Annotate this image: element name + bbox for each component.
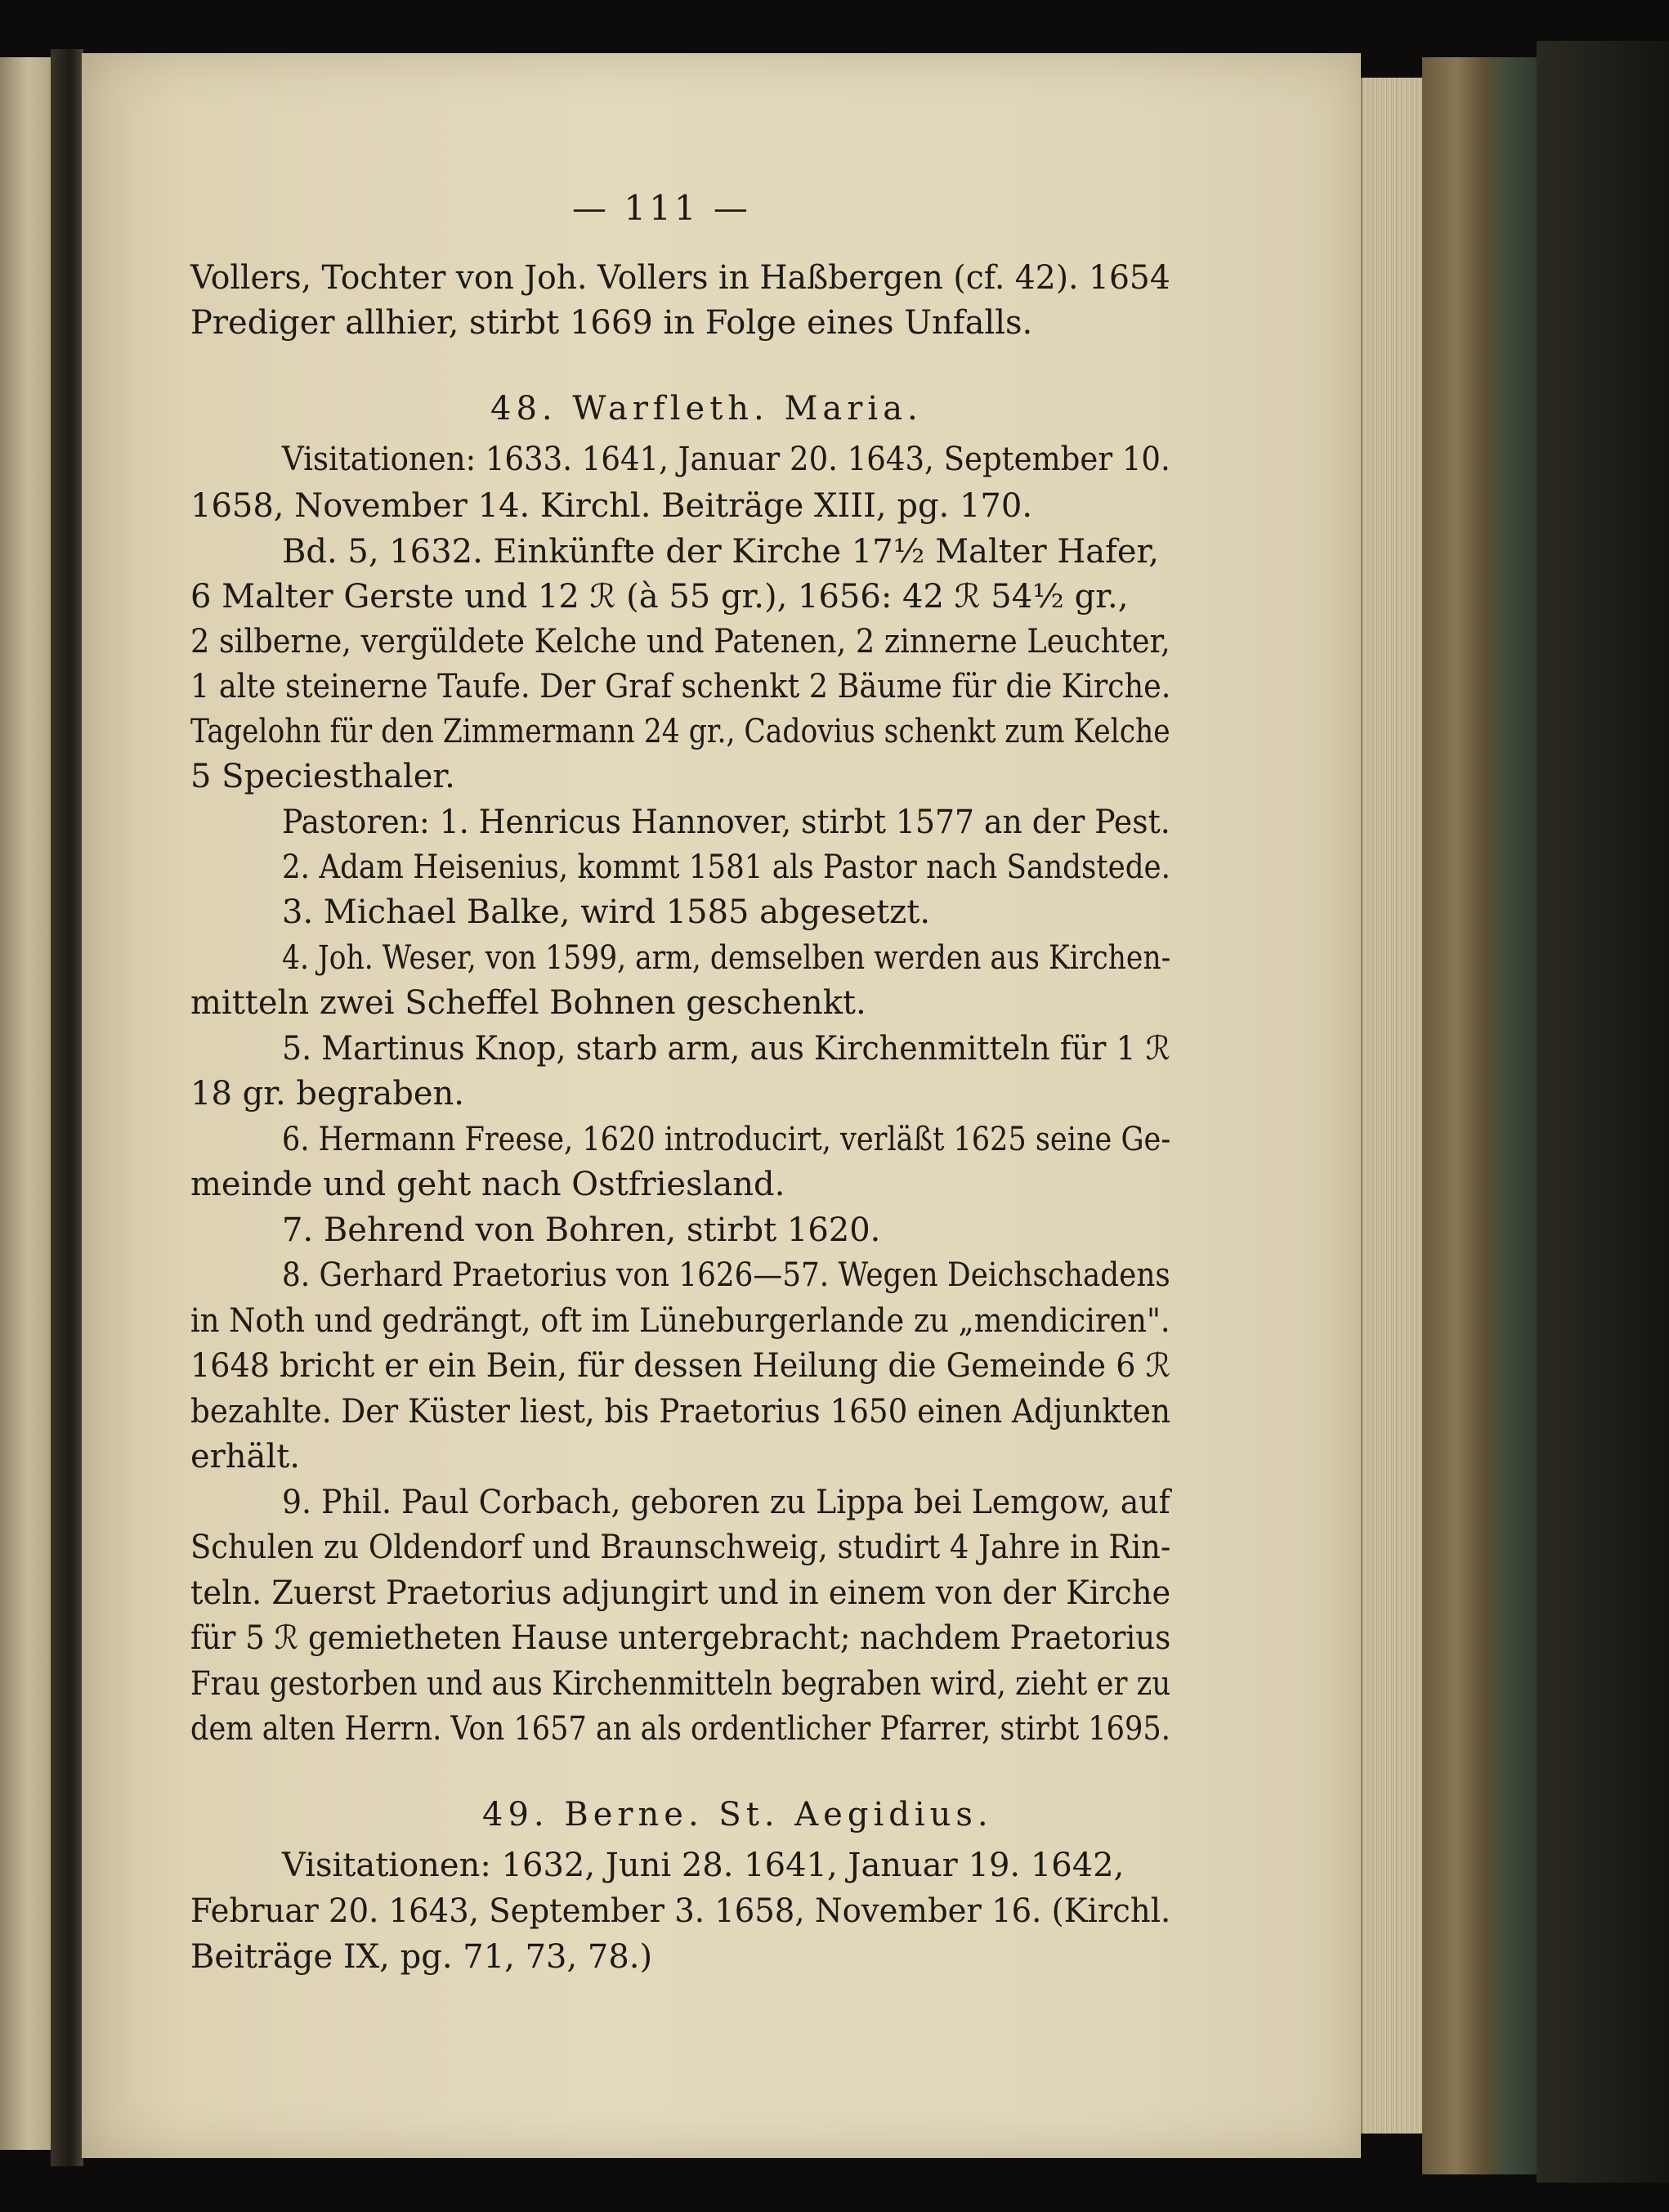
book-cover (1422, 57, 1537, 2174)
text-line: 2 silberne, vergüldete Kelche und Patenen, 2 zinnerne Leuchter, (190, 623, 1170, 660)
text-line: mitteln zwei Scheffel Bohnen geschenkt. (190, 984, 866, 1022)
text-line: Tagelohn für den Zimmermann 24 gr., Cadovius schenkt zum Kelche (190, 713, 1170, 750)
text-line: Frau gestorben und aus Kirchenmitteln begraben wird, zieht er zu (190, 1665, 1171, 1703)
text-line: Februar 20. 1643, September 3. 1658, November 16. (Kirchl. (190, 1892, 1171, 1930)
text-line: 8. Gerhard Praetorius von 1626—57. Wegen Deichschadens (282, 1256, 1170, 1294)
text-line: 5 Speciesthaler. (190, 758, 455, 795)
text-line: 6 Malter Gerste und 12 ℛ (à 55 gr.), 1656: 42 ℛ 54½ gr., (190, 578, 1129, 616)
text-line: 9. Phil. Paul Corbach, geboren zu Lippa bei Lemgow, auf (282, 1484, 1170, 1521)
text-line: dem alten Herrn. Von 1657 an als ordentlicher Pfarrer, stirbt 1695. (190, 1710, 1170, 1748)
text-line: 1658, November 14. Kirchl. Beiträge XIII, pg. 170. (190, 487, 1033, 525)
text-line: in Noth und gedrängt, oft im Lüneburgerlande zu „mendiciren". (190, 1302, 1170, 1340)
text-line: Visitationen: 1633. 1641, Januar 20. 1643, September 10. (282, 441, 1170, 478)
cover-edge (1537, 41, 1669, 2183)
page-edges (1361, 78, 1424, 2134)
text-line: bezahlte. Der Küster liest, bis Praetorius 1650 einen Adjunkten (190, 1393, 1170, 1431)
text-line: 6. Hermann Freese, 1620 introducirt, verläßt 1625 seine Ge- (282, 1121, 1171, 1158)
text-line: erhält. (190, 1438, 300, 1475)
text-line: Beiträge IX, pg. 71, 73, 78.) (190, 1938, 653, 1976)
facing-page-edge (0, 57, 52, 2150)
text-line: 3. Michael Balke, wird 1585 abgesetzt. (282, 893, 931, 931)
section-heading: 48. Warfleth. Maria. (490, 390, 923, 428)
text-line: Schulen zu Oldendorf und Braunschweig, studirt 4 Jahre in Rin- (190, 1529, 1171, 1566)
text-line: 7. Behrend von Bohren, stirbt 1620. (282, 1211, 881, 1249)
text-line: 1648 bricht er ein Bein, für dessen Heilung die Gemeinde 6 ℛ (190, 1347, 1170, 1385)
text-line: 2. Adam Heisenius, kommt 1581 als Pastor nach Sandstede. (282, 849, 1170, 886)
text-line: für 5 ℛ gemietheten Hause untergebracht; nachdem Praetorius (190, 1619, 1171, 1657)
text-line: 1 alte steinerne Taufe. Der Graf schenkt 2 Bäume für die Kirche. (190, 668, 1171, 705)
text-line: 5. Martinus Knop, starb arm, aus Kirchenmitteln für 1 ℛ (282, 1030, 1170, 1068)
text-line: Prediger allhier, stirbt 1669 in Folge eines Unfalls. (190, 304, 1033, 342)
text-line: Vollers, Tochter von Joh. Vollers in Haßbergen (cf. 42). 1654 (190, 259, 1170, 297)
text-line: Pastoren: 1. Henricus Hannover, stirbt 1577 an der Pest. (282, 804, 1170, 841)
text-line: 18 gr. begraben. (190, 1075, 464, 1113)
page-number-header: — 111 — (572, 188, 751, 228)
text-line: Bd. 5, 1632. Einkünfte der Kirche 17½ Malter Hafer, (282, 533, 1159, 571)
text-line: teln. Zuerst Praetorius adjungirt und in einem von der Kirche (190, 1574, 1171, 1612)
text-line: meinde und geht nach Ostfriesland. (190, 1166, 785, 1203)
text-line: Visitationen: 1632, Juni 28. 1641, Januar 19. 1642, (282, 1847, 1125, 1884)
section-heading: 49. Berne. St. Aegidius. (482, 1796, 993, 1834)
book-gutter (51, 49, 83, 2166)
text-line: 4. Joh. Weser, von 1599, arm, demselben werden aus Kirchen- (282, 939, 1171, 977)
